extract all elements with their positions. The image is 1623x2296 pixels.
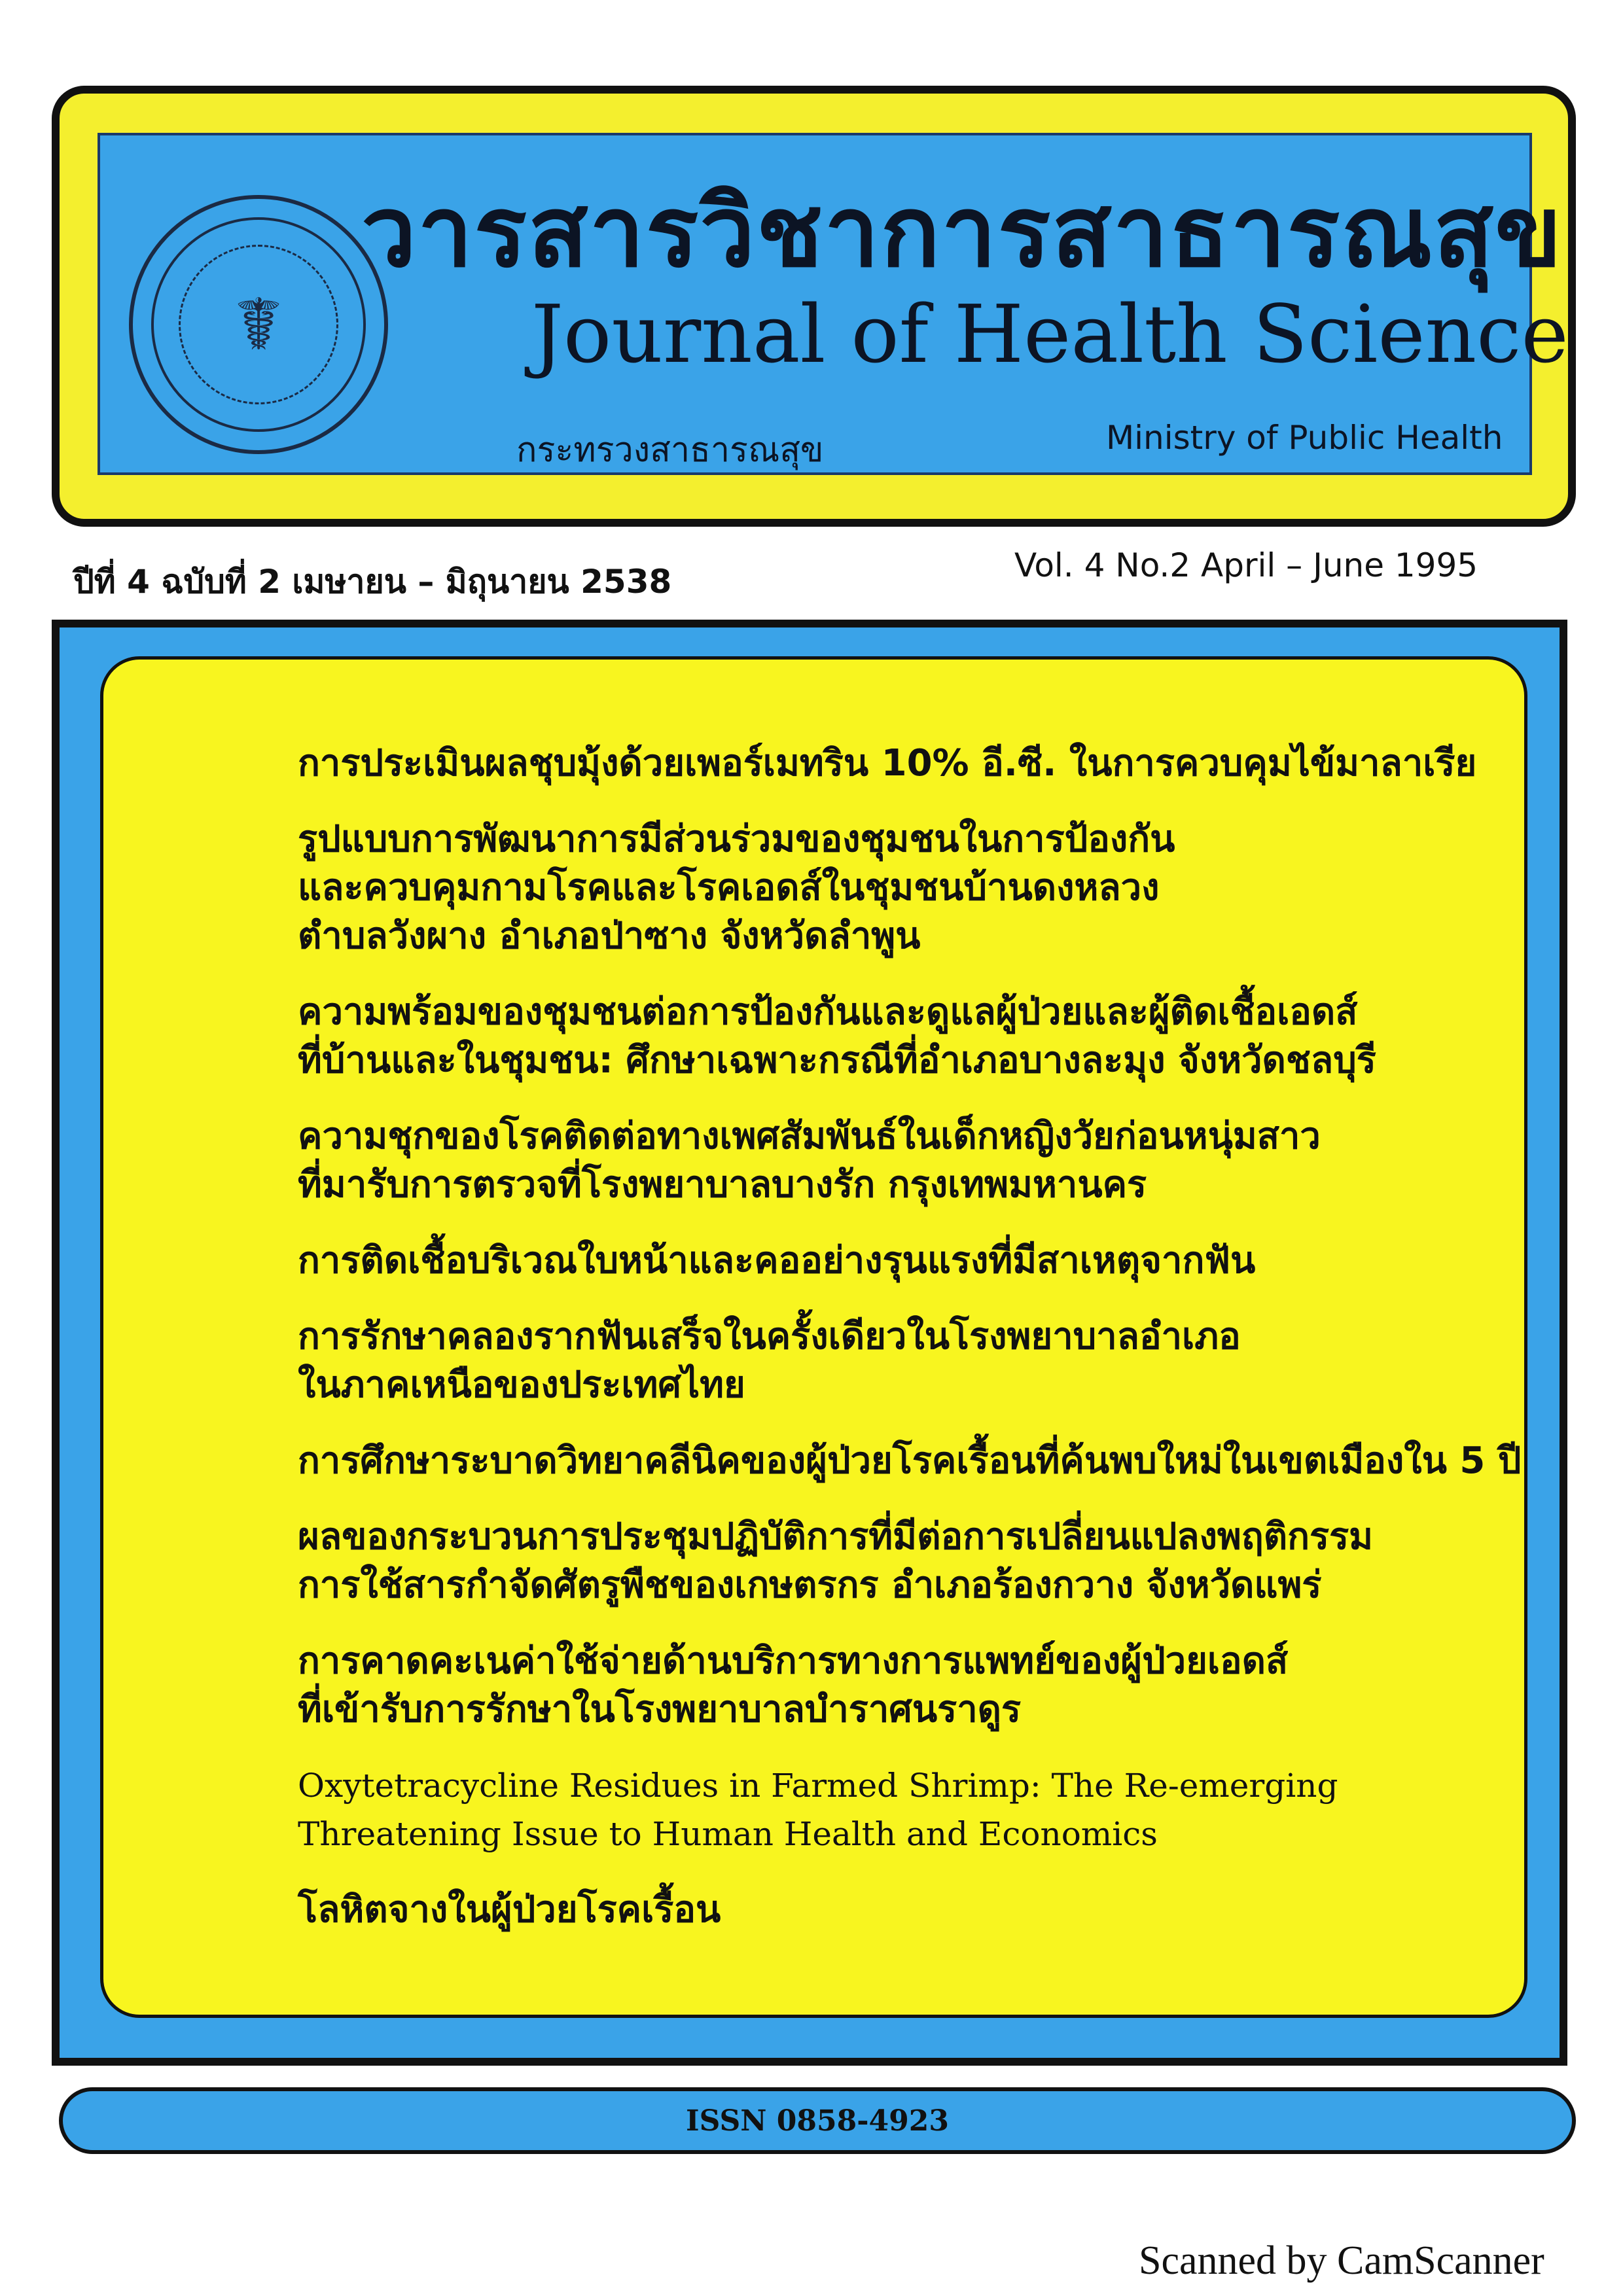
article-title-line: Oxytetracycline Residues in Farmed Shrimp: The Re-emerging xyxy=(298,1767,1338,1805)
article-title xyxy=(298,1237,1476,1285)
article-title xyxy=(298,1112,1476,1209)
ministry-english: Ministry of Public Health xyxy=(1106,419,1503,457)
issue-info-english: Vol. 4 No.2 April – June 1995 xyxy=(1014,546,1478,584)
table-of-contents xyxy=(298,739,1522,1962)
article-title-line: ตำบลวังผาง อำเภอป่าซาง จังหวัดลำพูน xyxy=(298,915,921,957)
issue-info-thai: ปีที่ 4 ฉบับที่ 2 เมษายน – มิถุนายน 2538 xyxy=(73,563,672,601)
article-title-line: รูปแบบการพัฒนาการมีส่วนร่วมของชุมชนในการป้องกัน xyxy=(298,818,1175,860)
ministry-seal-logo xyxy=(129,195,388,454)
article-title xyxy=(298,1437,1522,1485)
article-title-line: ที่มารับการตรวจที่โรงพยาบาลบางรัก กรุงเทพมหานคร xyxy=(298,1163,1147,1206)
article-title xyxy=(298,815,1476,961)
article-title-line: ผลของกระบวนการประชุมปฏิบัติการที่มีต่อการเปลี่ยนแปลงพฤติกรรม xyxy=(298,1515,1374,1558)
article-title xyxy=(298,739,1476,788)
journal-title-thai: วารสารวิชาการสาธารณสุข xyxy=(361,175,1563,289)
article-title xyxy=(298,1637,1476,1734)
article-title xyxy=(298,1313,1476,1409)
issn-bar xyxy=(59,2087,1576,2154)
article-title-line: การรักษาคลองรากฟันเสร็จในครั้งเดียวในโรงพยาบาลอำเภอ xyxy=(298,1315,1241,1358)
article-title-line: การประเมินผลชุบมุ้งด้วยเพอร์เมทริน 10% อี.ซี. ในการควบคุมไข้มาลาเรีย xyxy=(298,742,1477,785)
garuda-emblem-icon: ☤ xyxy=(179,245,338,404)
article-title xyxy=(298,988,1476,1085)
article-title xyxy=(298,1761,1476,1858)
article-title-line: การคาดคะเนค่าใช้จ่ายด้านบริการทางการแพทย์ของผู้ป่วยเอดส์ xyxy=(298,1640,1289,1682)
article-title-line: การศึกษาระบาดวิทยาคลีนิคของผู้ป่วยโรคเรื้อนที่ค้นพบใหม่ในเขตเมืองใน 5 ปี xyxy=(298,1439,1522,1482)
article-title xyxy=(298,1513,1476,1610)
article-title-line: การใช้สารกำจัดศัตรูพืชของเกษตรกร อำเภอร้องกวาง จังหวัดแพร่ xyxy=(298,1564,1322,1606)
scanner-watermark: Scanned by CamScanner xyxy=(1139,2238,1544,2283)
article-title-line: ความพร้อมของชุมชนต่อการป้องกันและดูแลผู้ป่วยและผู้ติดเชื้อเอดส์ xyxy=(298,991,1358,1033)
article-title-line: Threatening Issue to Human Health and Economics xyxy=(298,1815,1158,1853)
article-title-line: และควบคุมกามโรคและโรคเอดส์ในชุมชนบ้านดงหลวง xyxy=(298,866,1160,909)
article-title-line: ความชุกของโรคติดต่อทางเพศสัมพันธ์ในเด็กหญิงวัยก่อนหนุ่มสาว xyxy=(298,1115,1321,1157)
article-title-line: ในภาคเหนือของประเทศไทย xyxy=(298,1364,745,1406)
article-title-line: โลหิตจางในผู้ป่วยโรคเรื้อน xyxy=(298,1888,721,1931)
issn-number: ISSN 0858-4923 xyxy=(686,2104,949,2138)
article-title xyxy=(298,1886,1476,1934)
article-title-line: ที่บ้านและในชุมชน: ศึกษาเฉพาะกรณีที่อำเภอบางละมุง จังหวัดชลบุรี xyxy=(298,1039,1376,1082)
ministry-thai: กระทรวงสาธารณสุข xyxy=(516,431,824,470)
article-title-line: ที่เข้ารับการรักษาในโรงพยาบาลบำราศนราดูร xyxy=(298,1688,1022,1731)
journal-title-english: Journal of Health Science xyxy=(531,288,1569,381)
article-title-line: การติดเชื้อบริเวณใบหน้าและคออย่างรุนแรงที่มีสาเหตุจากฟัน xyxy=(298,1239,1256,1282)
